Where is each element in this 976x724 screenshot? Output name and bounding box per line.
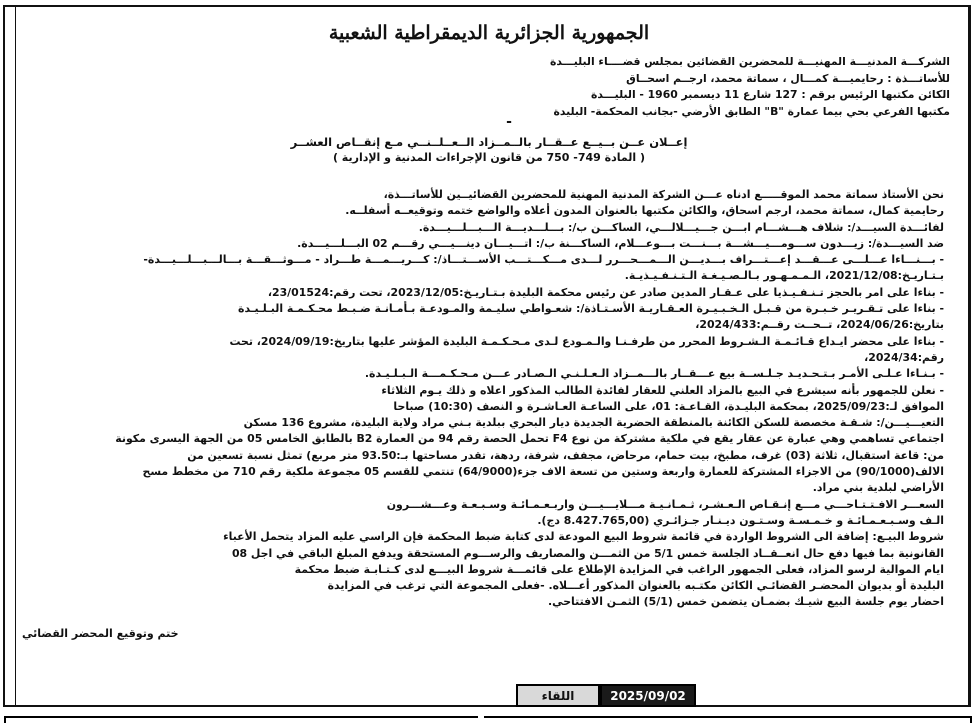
header-line: مكتبها الفرعي بحي بيما عمارة "B" الطابق الأرضي -بجانب المحكمة- البليدة: [553, 104, 950, 118]
paragraph-line: الـف وسـبـعـمـائـة و خـمـسـة وسـتـون ديـنـار جـزائـري (8.427.765,00 دج).: [537, 513, 944, 527]
page-title: الجمهورية الجزائرية الديمقراطية الشعبية: [328, 22, 650, 44]
paragraph-line: - بناءا على تـقـريـر خـبـرة من قـبـل الـخـبـيـرة العـقـاريـة الأسـتـاذة/: شعـواطي سليـمة والمـودعـة بـأمـانـة ضـبـط محـكـمـة البـلـيـدة: [238, 302, 944, 316]
paragraph-line: رقم:2024/34،: [864, 350, 944, 364]
paragraph-line: احضار يوم جلسة البيع شيـك بضمـان يتضمن خمس (5/1) الثمـن الافتتاحي.: [548, 595, 944, 609]
paragraph-line: اجتماعي تساهمي وهي عبارة عن عقار يقع في ملكية مشتركة من نوع F4 تحمل الحصة رقم 94 من العمارة B2 بالطابق الخامس 05 من الجهة اليسرى مكونة: [115, 432, 944, 446]
paragraph-line: شروط البيـع: إضافة الى الشروط الواردة في قائمة شروط البيع المودعة لدى كتابة ضبط المحكمة فإن الراسي عليه المزاد يتحمل الأعباء: [223, 530, 944, 544]
footer-date: 2025/09/02: [600, 684, 696, 707]
paragraph-line: بـتـاريـخ:2021/12/08، الـمـمـهـور بـالـصـيـغـة الـتـنـفـيـذيـة.: [624, 269, 944, 283]
paragraph-line: رحايمية كمال، سماتة محمد، ارجم اسحاق، والكائن مكتبها بالعنوان المدون أعلاه والواضع ختمه وتوقيعــه أسفلــه.: [345, 204, 944, 218]
paragraph-line: الموافق لـ:2025/09/23، بمحكمة البليـدة، القـاعـة: 01، على الساعـة العـاشـرة و النصف (10:30) صباحا: [393, 399, 944, 413]
paragraphs: [18, 187, 960, 611]
announcement-title: إعــلان عــن بــيــع عــقــار بالــمــزاد الــعــلــنــي مـع إنقــاص العشــر: [290, 135, 688, 149]
announcement-subtitle: ( المادة 749- 750 من قانون الإجراءات المدنية و الإدارية ): [332, 151, 646, 164]
paragraph-line: نحن الأستاذ سماتة محمد الموقـــــع ادناه عـــن الشركة المدنية المهنية للمحضرين القضائيــين للأساتـــذة،: [383, 188, 944, 201]
paragraph-line: - بناءا على امر بالحجز تـنـفـيـذيا على عـقـار المدين صادر عن رئيس محكمة البليدة بـتـاريـخ:2023/12/05، تحت رقم:23/01524،: [267, 285, 944, 299]
paragraph-line: لفائـــدة السيـــد/: شلاف هـــشـــام ابـــن جـــيـــلالـــي، الساكـــن ب/: بـــلـــديـــة الـــبـــلـــيـــدة.: [418, 220, 944, 234]
footer-label: اللقاء: [516, 684, 600, 707]
separator-dash: -: [506, 114, 512, 130]
paragraph-line: من: قاعة استقبال، ثلاثة (03) غرف، مطبخ، بيت حمام، مرحاض، مجفف، شرفة، ردهة، تقدر مساحتها بـ:93.50 متر مربع) تمثل نسبة تسعين من: [187, 448, 944, 462]
paragraph-line: القانونية بما فيها دفع حال انعــقــاد الجلسة خمس 5/1 من الثمـــن والمصاريف والرســـوم المستحقة ويدفع المبلغ الباقي في اجل 08: [231, 546, 944, 560]
signature-line: ختم وتوقيع المحضر القضائي: [22, 626, 179, 640]
paragraph-line: ضد السيـــدة/: زيـــدون ســـومـــيـــشـــة بـــنـــت بـــوعـــلام، الساكـــنة ب/: اتـــيـــان دينـــيـــي رقـــم 02 البـــلـــيـــدة.: [297, 236, 944, 250]
bottom-rule-left: [4, 716, 478, 723]
paragraph-line: - بـنـاءا عـلـى الأمـر بـتـحـديـد جـلـســة بيع عـــقــار بالـــمــزاد الـعـلـنـي الـصـادر عـــن مـحـكـمـــة الـبـلـيـدة.: [364, 367, 944, 381]
paragraph-line: ايام الموالية لرسو المزاد، فعلى الجمهور الراغب في المزايدة الإطلاع على قائمـــة شروط البيـــع لدى كـتـابـة ضبط محكمة: [294, 562, 944, 576]
header-line: الكائن مكتبها الرئيس برقم : 127 شارع 11 ديسمبر 1960 - البليـــدة: [591, 88, 950, 101]
paragraph-line: الأراضي لبلدية بني مراد.: [812, 481, 944, 495]
header-line: للأساتـــذة : رحايميـــة كمـــال ، سماتة محمد، ارجــم اسحــاق: [626, 71, 950, 85]
bottom-rule-right: [484, 716, 972, 723]
paragraph-line: الالف(90/1000) من الاجزاء المشتركة للعمارة واربعة وستين من تسعة الاف جزء(64/9000) تنتمي للقسم 05 مجموعة ملكية رقم 710 من مخطط مسح: [142, 465, 944, 479]
paragraph-line: البليدة أو بديوان المحضـر القضائـي الكائن مكتـبه بالعنوان المذكور أعـــلاه. -فعلى المجموعة التي ترغب في المزايدة: [327, 579, 944, 593]
paragraph-line: التعيـــيـــن/: شـقـة مخصصة للسكن الكائنة بالمنطقة الحضرية الجديدة ديار البحري ببلدية بـني مراد ولاية البليدة، مشروع 136 مسكن: [243, 416, 944, 430]
paragraph-line: بتاريخ:2024/06/26، تــحــت رقــم:2024/433،: [695, 318, 944, 332]
paragraph-line: - بناءا على محضر ايـداع قـائـمـة الـشـروط المحرر من طرفـنـا والـمـودع لـدى مـحـكـمـة البليدة المؤشر عليها بتاريخ:2024/09/19، تحت: [229, 334, 944, 348]
announcement-body: [18, 12, 960, 640]
paragraph-line: السعـــر الافـتـتـاحـــي مـــع إنـقـاص الـعـشـر، ثـمـانـيـة مـــلايـــيـــن واربـعـمـائـة وسـبـعـة وعـــشـــرون: [386, 497, 944, 511]
header-line: الشركـــة المدنيـــة المهنيـــة للمحضرين القضائين بمجلس قضــــاء البليـــدة: [550, 55, 950, 68]
header-block: [18, 54, 960, 120]
paragraph-line: - بـــنـــاءا عـــلـــى عـــقـــد إعـــتـــراف بـــديـــن الـــمـــحـــرر لـــدى مـــكـــتـــب الأســـتـــاذ/: كـــريـــمـــة طـــراد - مـــوثـــقـــة بـــالـــبـــلـــيـــدة-: [143, 253, 944, 267]
paragraph-line: - نعلن للجمهور بأنه سيشرع في البيع بالمزاد العلني للعقار لفائدة الطالب المذكور اعلاه و ذلك يـوم الثلاثاء: [381, 383, 944, 397]
